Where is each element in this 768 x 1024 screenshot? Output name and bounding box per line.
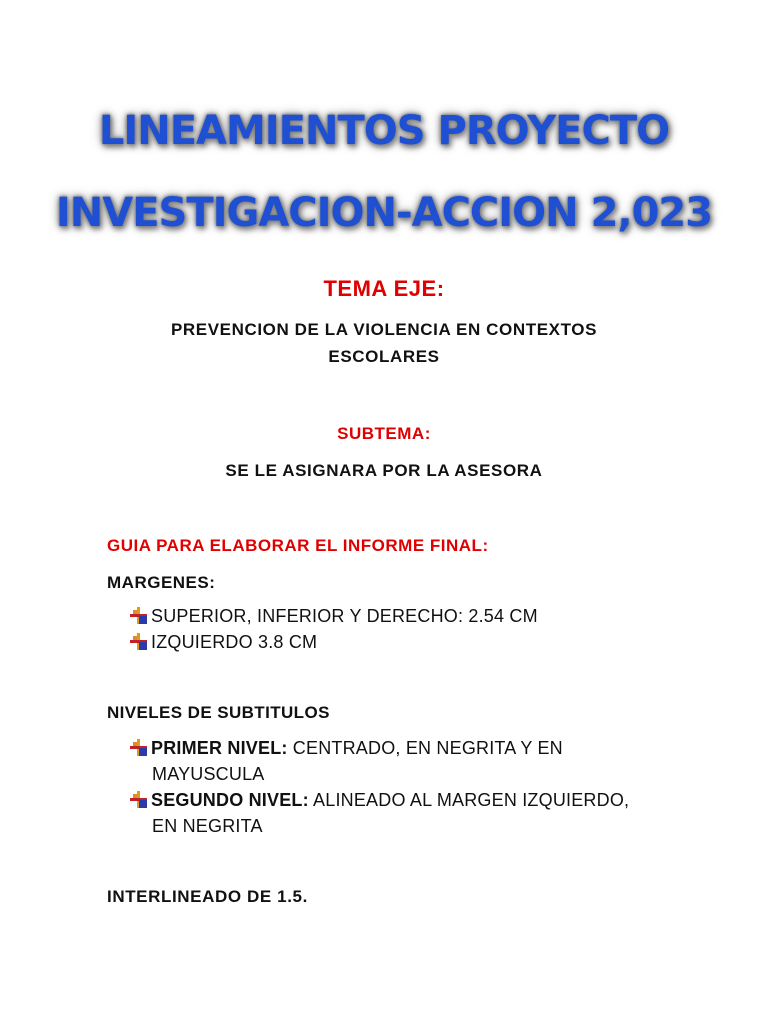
margen-item-text: IZQUIERDO 3.8 CM (151, 632, 318, 652)
title-line-2: INVESTIGACION-ACCION 2,023 (55, 190, 713, 236)
subtema-label: SUBTEMA: (337, 424, 431, 443)
tema-eje-label: TEMA EJE: (323, 276, 445, 301)
title-line-1: LINEAMIENTOS PROYECTO (98, 108, 670, 154)
nivel-item-label: SEGUNDO NIVEL: (151, 790, 309, 810)
nivel-item-text: ALINEADO AL MARGEN IZQUIERDO, (308, 790, 630, 810)
cross-arrow-bullet-icon (130, 739, 147, 756)
niveles-heading: NIVELES DE SUBTITULOS (107, 703, 330, 722)
cross-arrow-bullet-icon (130, 791, 147, 808)
interlineado-text: INTERLINEADO DE 1.5. (107, 887, 308, 906)
nivel-item-label: PRIMER NIVEL: (151, 738, 288, 758)
margen-item-izquierdo (130, 632, 317, 653)
nivel-item-primer-continuation: MAYUSCULA (152, 764, 265, 784)
margen-item-text: SUPERIOR, INFERIOR Y DERECHO: 2.54 CM (151, 606, 538, 626)
tema-eje-value-line-1: PREVENCION DE LA VIOLENCIA EN CONTEXTOS (170, 320, 598, 339)
nivel-item-text: CENTRADO, EN NEGRITA Y EN (287, 738, 563, 758)
guia-heading: GUIA PARA ELABORAR EL INFORME FINAL: (107, 536, 489, 555)
margen-item-superior (130, 606, 538, 627)
margenes-heading: MARGENES: (107, 573, 216, 592)
nivel-item-primer (130, 738, 563, 759)
cross-arrow-bullet-icon (130, 607, 147, 624)
subtema-value: SE LE ASIGNARA POR LA ASESORA (225, 461, 543, 480)
tema-eje-value-line-2: ESCOLARES (328, 347, 440, 366)
nivel-item-segundo (130, 790, 629, 811)
nivel-item-segundo-continuation: EN NEGRITA (152, 816, 263, 836)
cross-arrow-bullet-icon (130, 633, 147, 650)
